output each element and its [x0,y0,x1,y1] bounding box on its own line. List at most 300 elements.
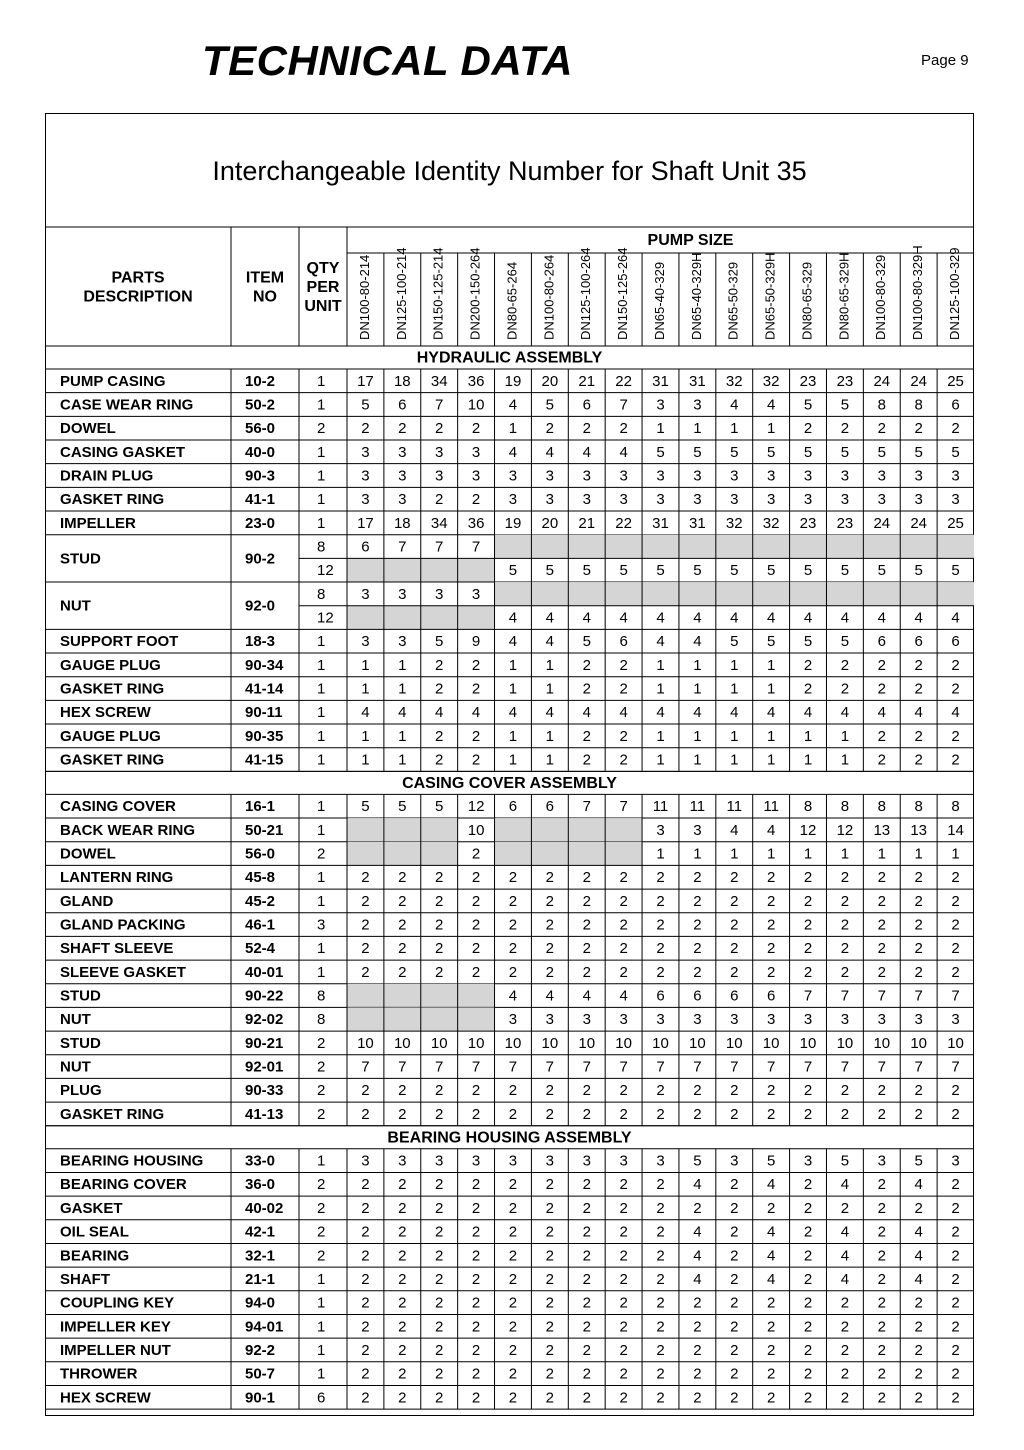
table-cell: 5 [582,633,591,651]
item-number: 40-0 [245,443,276,461]
pump-size-label: DN80-65-329 [799,261,815,340]
table-cell: 3 [398,443,407,461]
table-cell: 4 [508,987,518,1005]
table-cell: 5 [656,562,665,580]
item-number: 56-0 [245,420,276,438]
table-cell: 2 [619,869,628,887]
item-number: 45-2 [245,892,276,910]
pump-size-label: DN100-80-329 [873,254,889,340]
table-cell: 2 [693,1365,702,1383]
table-cell: 2 [582,1294,591,1312]
table-cell: 1 [508,656,518,674]
table-cell: 4 [766,1270,776,1288]
shaded-cell [531,535,568,559]
table-cell: 2 [619,916,628,934]
table-cell: 4 [766,396,776,414]
table-cell: 3 [435,585,444,603]
table-cell: 3 [435,467,444,485]
table-cell: 2 [619,1176,628,1194]
qty-per-unit: 8 [317,1011,326,1029]
table-cell: 3 [361,1152,370,1170]
table-cell: 5 [877,562,886,580]
table-cell: 2 [435,1318,444,1336]
table-cell: 10 [393,1034,411,1052]
table-cell: 5 [435,633,444,651]
qty-per-unit: 1 [317,1294,326,1312]
shaded-cell [347,1007,384,1031]
qty-per-unit: 1 [317,798,326,816]
shaded-cell [790,535,827,559]
table-cell: 20 [541,514,559,532]
table-cell: 25 [947,372,964,390]
item-number: 90-1 [245,1389,276,1407]
table-cell: 2 [951,916,960,934]
item-number: 50-7 [245,1365,276,1383]
table-cell: 2 [582,751,591,769]
table-cell: 2 [582,1341,591,1359]
table-cell: 2 [951,1294,960,1312]
table-cell: 32 [762,514,780,532]
table-cell: 2 [656,892,665,910]
qty-per-unit-header: UNIT [304,298,342,316]
table-cell: 3 [471,1152,481,1170]
table-cell: 5 [398,798,407,816]
table-cell: 2 [803,1082,813,1100]
shaded-cell [421,842,458,866]
table-cell: 2 [730,1270,739,1288]
item-number: 41-13 [245,1105,284,1123]
shaded-cell [605,535,642,559]
table-cell: 2 [545,1223,555,1241]
table-cell: 2 [951,892,960,910]
table-cell: 2 [877,892,886,910]
qty-per-unit: 1 [317,1318,326,1336]
table-cell: 2 [656,963,665,981]
table-cell: 2 [840,1318,850,1336]
table-cell: 2 [508,1365,518,1383]
table-cell: 2 [619,727,628,745]
table-cell: 2 [914,1294,923,1312]
table-cell: 8 [951,798,960,816]
table-cell: 4 [619,987,628,1005]
table-cell: 4 [840,609,850,627]
table-cell: 2 [840,1389,850,1407]
table-cell: 1 [508,680,518,698]
pump-size-label: DN65-50-329H [762,252,778,340]
shaded-cell [495,582,532,606]
table-cell: 2 [914,1318,923,1336]
table-cell: 23 [836,372,854,390]
table-cell: 2 [803,420,813,438]
table-cell: 2 [398,1223,407,1241]
table-cell: 3 [545,491,555,509]
shaded-cell [863,582,900,606]
item-number: 18-3 [245,633,276,651]
table-cell: 5 [803,443,813,461]
table-cell: 2 [619,1082,628,1100]
table-cell: 5 [619,562,628,580]
table-cell: 2 [398,1365,407,1383]
table-cell: 3 [766,467,776,485]
table-cell: 2 [840,420,850,438]
table-cell: 19 [504,514,522,532]
pump-size-label: DN150-125-214 [430,247,446,340]
table-cell: 6 [619,633,628,651]
pump-size-label: DN100-80-214 [356,254,372,340]
table-cell: 5 [545,396,555,414]
part-name: IMPELLER [60,514,136,532]
table-cell: 7 [435,396,444,414]
table-cell: 2 [545,1270,555,1288]
table-cell: 2 [730,1318,739,1336]
shaded-cell [458,558,495,582]
table-cell: 4 [619,704,628,722]
shaded-cell [384,818,421,842]
table-cell: 2 [361,940,370,958]
item-number: 90-35 [245,727,284,745]
table-cell: 2 [545,940,555,958]
table-cell: 2 [361,869,370,887]
table-cell: 2 [471,1294,481,1312]
table-cell: 7 [398,1058,407,1076]
table-cell: 2 [914,1199,923,1217]
table-cell: 2 [508,940,518,958]
part-name: HEX SCREW [60,704,151,722]
table-cell: 7 [545,1058,555,1076]
table-cell: 6 [877,633,886,651]
table-cell: 2 [693,940,702,958]
table-cell: 2 [730,869,739,887]
table-cell: 6 [914,633,923,651]
table-cell: 3 [619,467,628,485]
table-cell: 1 [693,845,702,863]
item-number: 41-15 [245,751,284,769]
qty-per-unit: 2 [317,845,326,863]
shaded-cell [605,818,642,842]
table-cell: 1 [766,845,776,863]
table-cell: 3 [840,1011,850,1029]
table-cell: 14 [947,821,964,839]
table-cell: 2 [619,420,628,438]
table-cell: 2 [840,656,850,674]
table-cell: 1 [730,656,739,674]
table-cell: 10 [799,1034,817,1052]
table-cell: 2 [951,963,960,981]
table-cell: 2 [766,1082,776,1100]
table-cell: 4 [508,633,518,651]
item-no-header: ITEM [245,269,285,287]
pump-size-label: DN150-125-264 [615,247,631,340]
table-cell: 1 [398,727,407,745]
table-cell: 5 [693,1152,702,1170]
table-cell: 3 [398,491,407,509]
table-cell: 3 [508,1152,518,1170]
table-cell: 2 [361,1318,370,1336]
table-cell: 2 [730,1223,739,1241]
table-cell: 10 [578,1034,596,1052]
table-cell: 7 [951,1058,960,1076]
table-cell: 2 [361,1199,370,1217]
table-cell: 2 [471,680,481,698]
table-cell: 5 [840,396,850,414]
table-cell: 2 [435,420,444,438]
table-cell: 1 [545,751,555,769]
table-cell: 18 [393,372,411,390]
table-cell: 11 [652,798,669,816]
table-cell: 2 [877,1341,886,1359]
table-cell: 2 [545,1365,555,1383]
table-cell: 7 [840,987,850,1005]
table-cell: 3 [693,467,702,485]
qty-per-unit: 2 [317,1223,326,1241]
table-cell: 2 [951,1082,960,1100]
table-cell: 2 [435,963,444,981]
table-cell: 2 [435,1223,444,1241]
qty-per-unit: 1 [317,1152,326,1170]
item-number: 92-0 [245,597,276,615]
shaded-cell [421,558,458,582]
table-cell: 1 [398,656,407,674]
table-cell: 7 [398,538,407,556]
table-cell: 2 [582,1318,591,1336]
table-cell: 6 [693,987,702,1005]
qty-per-unit: 1 [317,443,326,461]
qty-per-unit: 8 [317,987,326,1005]
shaded-cell [900,535,937,559]
table-cell: 4 [508,704,518,722]
table-cell: 3 [877,467,886,485]
table-cell: 2 [656,1082,665,1100]
section-title: HYDRAULIC ASSEMBLY [416,349,603,367]
table-cell: 2 [766,1105,776,1123]
table-cell: 5 [545,562,555,580]
item-number: 92-02 [245,1011,284,1029]
table-cell: 34 [430,514,448,532]
table-cell: 1 [766,751,776,769]
part-name: PLUG [60,1082,102,1100]
table-cell: 10 [947,1034,964,1052]
table-cell: 4 [545,987,555,1005]
table-cell: 1 [361,727,370,745]
table-cell: 32 [725,514,743,532]
table-cell: 2 [914,727,923,745]
table-cell: 2 [766,1341,776,1359]
item-number: 23-0 [245,514,276,532]
table-cell: 11 [726,798,743,816]
table-cell: 5 [914,443,923,461]
table-cell: 6 [656,987,665,1005]
table-cell: 2 [877,656,886,674]
table-cell: 7 [619,1058,628,1076]
table-cell: 7 [435,1058,444,1076]
table-cell: 2 [398,869,407,887]
table-cell: 3 [471,585,481,603]
table-cell: 32 [725,372,743,390]
qty-per-unit: 1 [317,751,326,769]
table-cell: 2 [877,1082,886,1100]
table-cell: 2 [619,1270,628,1288]
shaded-cell [679,535,716,559]
qty-per-unit: 1 [317,633,326,651]
shaded-cell [790,582,827,606]
table-cell: 2 [803,1223,813,1241]
table-cell: 2 [693,1082,702,1100]
table-cell: 2 [951,869,960,887]
table-cell: 2 [803,1270,813,1288]
table-cell: 6 [951,396,960,414]
table-cell: 2 [398,420,407,438]
table-cell: 2 [914,1082,923,1100]
table-cell: 31 [689,514,706,532]
table-cell: 2 [766,963,776,981]
item-number: 21-1 [245,1270,276,1288]
part-name: CASING COVER [60,798,176,816]
part-name: NUT [60,597,91,615]
table-cell: 2 [435,1365,444,1383]
table-cell: 2 [582,1082,591,1100]
table-cell: 2 [693,1389,702,1407]
table-cell: 6 [545,798,555,816]
table-cell: 2 [730,1365,739,1383]
table-cell: 3 [435,443,444,461]
shaded-cell [753,582,790,606]
table-cell: 2 [582,1365,591,1383]
table-cell: 2 [435,1247,444,1265]
part-name: LANTERN RING [60,869,174,887]
table-cell: 3 [803,491,813,509]
qty-per-unit: 2 [317,1199,326,1217]
qty-per-unit: 1 [317,1341,326,1359]
table-cell: 2 [619,1199,628,1217]
table-cell: 2 [840,1199,850,1217]
table-cell: 2 [361,963,370,981]
table-cell: 4 [914,1247,923,1265]
shaded-cell [347,606,384,630]
table-cell: 2 [730,940,739,958]
item-number: 40-01 [245,963,284,981]
shaded-cell [937,582,974,606]
shaded-cell [679,582,716,606]
qty-per-unit: 1 [317,467,326,485]
table-cell: 2 [766,1294,776,1312]
table-cell: 8 [877,798,886,816]
table-cell: 2 [877,1294,886,1312]
qty-per-unit: 6 [317,1389,326,1407]
table-cell: 2 [435,1341,444,1359]
table-cell: 2 [361,916,370,934]
shaded-cell [495,842,532,866]
table-cell: 5 [730,443,739,461]
table-cell: 7 [914,987,923,1005]
table-cell: 2 [840,1105,850,1123]
table-cell: 2 [471,1247,481,1265]
part-name: IMPELLER KEY [60,1318,171,1336]
table-cell: 2 [398,1341,407,1359]
table-cell: 7 [582,798,591,816]
table-cell: 2 [877,1176,886,1194]
table-cell: 2 [840,963,850,981]
table-cell: 2 [656,1318,665,1336]
table-cell: 3 [693,491,702,509]
table-cell: 2 [582,1270,591,1288]
table-cell: 4 [914,1270,923,1288]
table-cell: 4 [840,704,850,722]
table-cell: 2 [582,1176,591,1194]
shaded-cell [531,582,568,606]
table-cell: 2 [545,1341,555,1359]
table-cell: 2 [803,1318,813,1336]
item-number: 32-1 [245,1247,276,1265]
item-number: 94-01 [245,1318,284,1336]
table-cell: 2 [803,1341,813,1359]
table-cell: 2 [730,1176,739,1194]
table-cell: 2 [656,1247,665,1265]
table-cell: 2 [693,1105,702,1123]
table-cell: 3 [471,443,481,461]
table-cell: 6 [766,987,776,1005]
table-cell: 10 [873,1034,891,1052]
table-cell: 2 [361,1223,370,1241]
table-cell: 4 [693,1223,702,1241]
part-name: GASKET RING [60,751,165,769]
table-cell: 1 [656,420,665,438]
table-cell: 8 [914,798,923,816]
table-cell: 7 [471,538,481,556]
qty-per-unit: 1 [317,1365,326,1383]
table-cell: 36 [467,514,485,532]
table-cell: 2 [840,680,850,698]
table-cell: 3 [766,1011,776,1029]
part-name: GLAND [60,892,114,910]
table-cell: 1 [766,680,776,698]
table-cell: 1 [693,751,702,769]
table-cell: 4 [840,1247,850,1265]
shaded-cell [384,842,421,866]
table-cell: 21 [578,372,596,390]
table-cell: 9 [471,633,481,651]
pump-size-heading: PUMP SIZE [647,232,734,250]
item-number: 90-33 [245,1082,284,1100]
table-cell: 3 [656,1011,665,1029]
table-cell: 1 [508,727,518,745]
table-cell: 2 [435,869,444,887]
table-cell: 2 [656,1389,665,1407]
table-cell: 1 [693,656,702,674]
item-number: 33-0 [245,1152,276,1170]
table-cell: 4 [914,704,923,722]
table-cell: 4 [730,609,739,627]
qty-per-unit: 2 [317,1105,326,1123]
qty-per-unit: 1 [317,821,326,839]
table-cell: 4 [693,609,702,627]
table-cell: 3 [508,467,518,485]
table-cell: 2 [951,1270,960,1288]
table-cell: 2 [398,1318,407,1336]
table-cell: 4 [508,443,518,461]
table-cell: 7 [619,798,628,816]
table-cell: 2 [582,727,591,745]
shaded-cell [347,842,384,866]
parts-description-header: PARTS [111,269,165,287]
table-cell: 2 [471,845,481,863]
table-cell: 5 [840,443,850,461]
table-cell: 4 [840,1270,850,1288]
table-cell: 1 [656,656,665,674]
pump-size-label: DN65-50-329 [725,261,741,340]
table-cell: 7 [508,1058,518,1076]
table-cell: 2 [471,1199,481,1217]
table-cell: 3 [656,821,665,839]
